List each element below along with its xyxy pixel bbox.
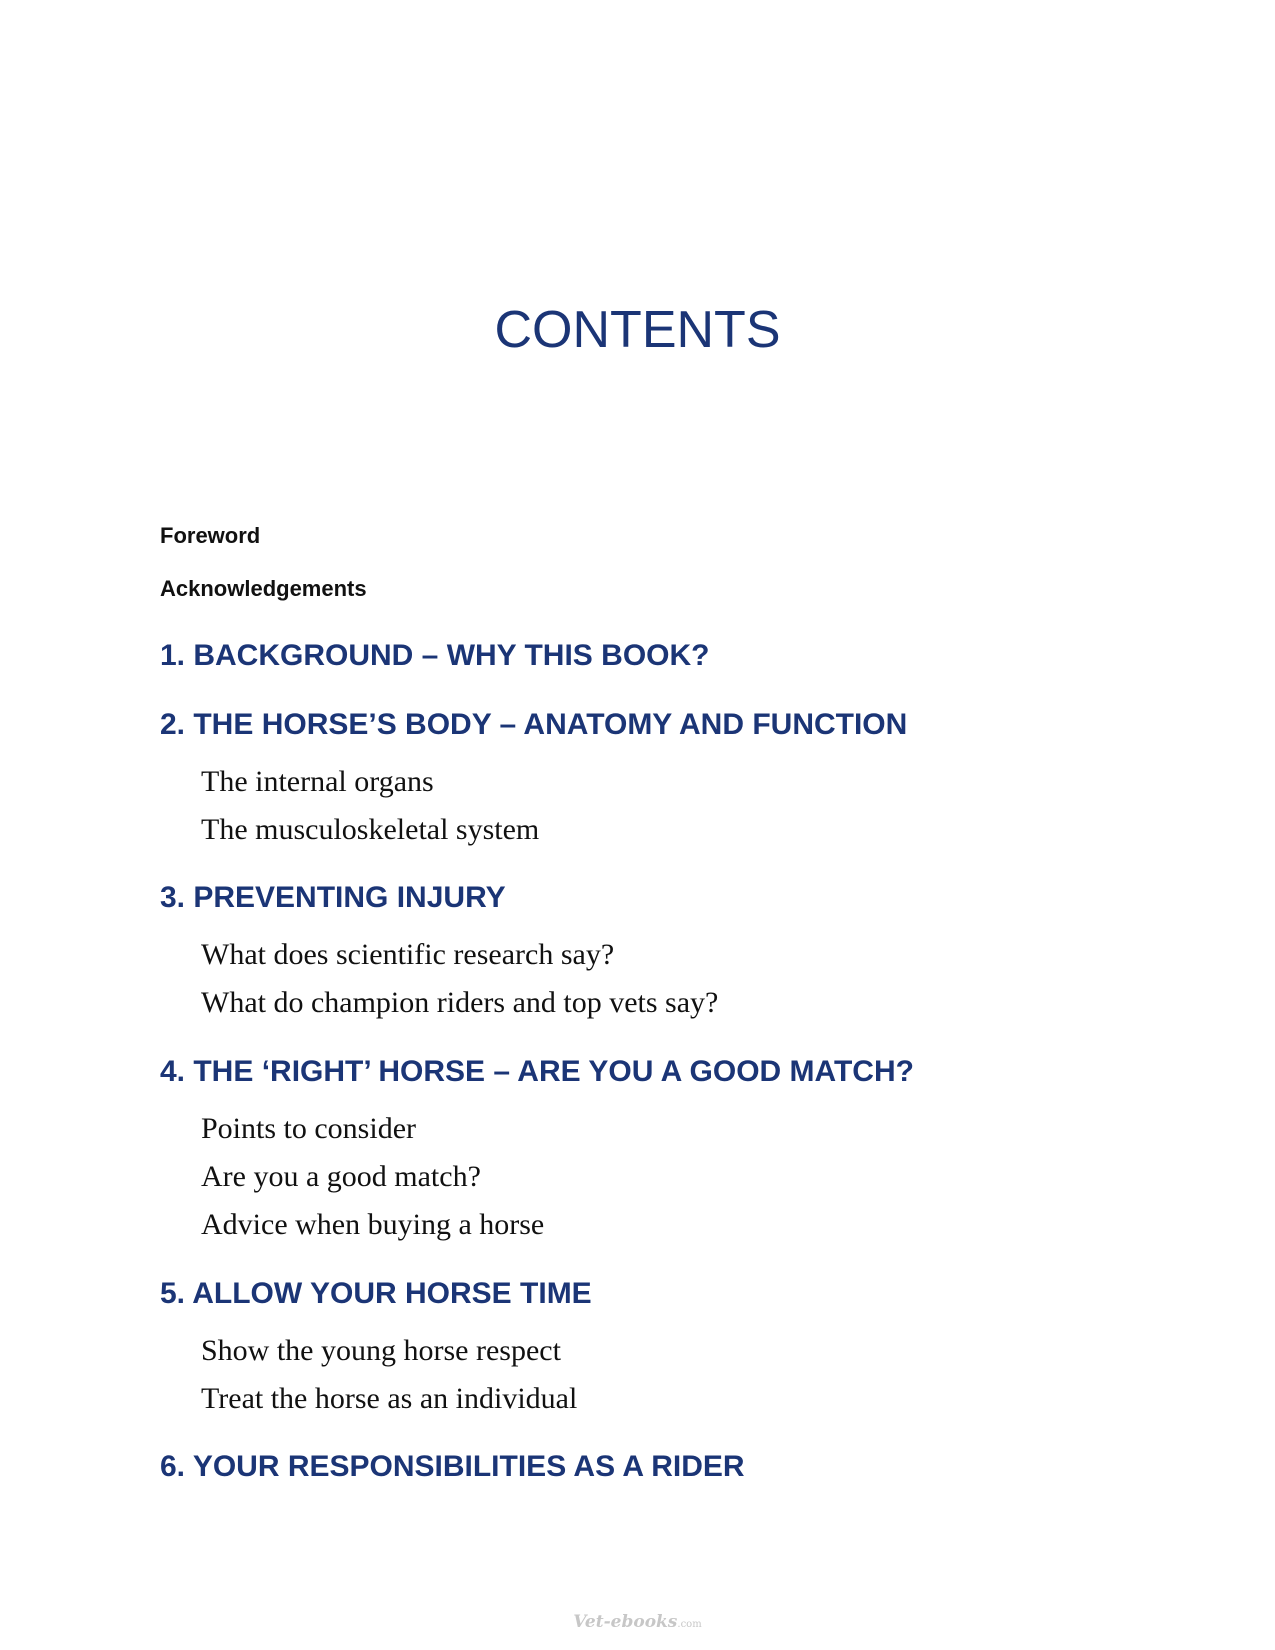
toc-section: What do champion riders and top vets say?	[201, 986, 719, 1019]
toc-chapter-4: 4. THE ‘RIGHT’ HORSE – ARE YOU A GOOD MATCH?	[160, 1055, 914, 1088]
watermark-text: Vet-ebooks	[573, 1612, 678, 1632]
toc-section: Treat the horse as an individual	[201, 1382, 578, 1415]
toc-section: Advice when buying a horse	[201, 1208, 545, 1241]
watermark-logo	[0, 1612, 1275, 1632]
toc-front-foreword: Foreword	[160, 523, 261, 548]
toc-section: What does scientific research say?	[201, 938, 615, 971]
toc-chapter-5: 5. ALLOW YOUR HORSE TIME	[160, 1277, 592, 1310]
toc-section: Points to consider	[201, 1112, 416, 1145]
toc-section: Are you a good match?	[201, 1160, 481, 1193]
toc-front-acknowledgements: Acknowledgements	[160, 576, 367, 601]
toc-chapter-2: 2. THE HORSE’S BODY – ANATOMY AND FUNCTION	[160, 708, 908, 741]
page-title: CONTENTS	[494, 301, 781, 359]
toc-section: The musculoskeletal system	[201, 813, 540, 846]
watermark-suffix: .com	[677, 1619, 702, 1630]
toc-chapter-3: 3. PREVENTING INJURY	[160, 881, 506, 914]
toc-section: The internal organs	[201, 765, 434, 798]
toc-section: Show the young horse respect	[201, 1334, 561, 1367]
toc-chapter-6: 6. YOUR RESPONSIBILITIES AS A RIDER	[160, 1450, 745, 1483]
toc-chapter-1: 1. BACKGROUND – WHY THIS BOOK?	[160, 639, 710, 672]
